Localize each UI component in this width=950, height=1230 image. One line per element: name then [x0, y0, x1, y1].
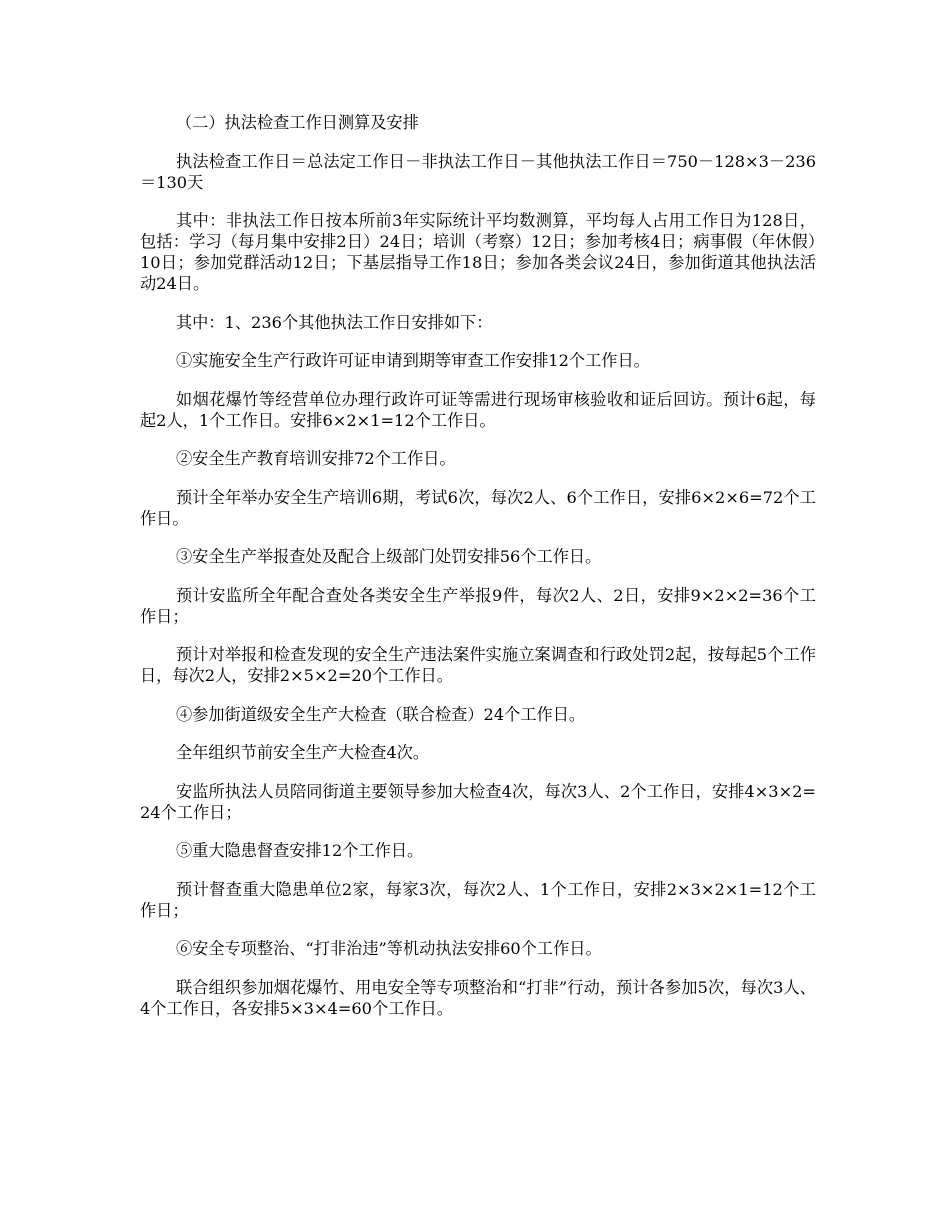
section-heading: （二）执法检查工作日测算及安排	[176, 113, 419, 132]
item-4-detail-b: 安监所执法人员陪同街道主要领导参加大检查4次，每次3人、2个工作日，安排4×3×2=24个工作日；	[140, 781, 816, 822]
item-3-detail-a: 预计安监所全年配合查处各类安全生产举报9件，每次2人、2日，安排9×2×2=36个工作日；	[140, 585, 816, 626]
item-4-heading: ④参加街道级安全生产大检查（联合检查）24个工作日。	[176, 704, 586, 724]
paragraph-formula: 执法检查工作日＝总法定工作日－非执法工作日－其他执法工作日＝750－128×3－236＝130天	[140, 151, 816, 192]
document-body	[140, 112, 816, 1036]
item-5-heading: ⑤重大隐患督查安排12个工作日。	[176, 841, 424, 860]
item-1-heading: ①实施安全生产行政许可证申请到期等审查工作安排12个工作日。	[176, 351, 650, 370]
item-6-heading: ⑥安全专项整治、“打非治违”等机动执法安排60个工作日。	[176, 939, 602, 958]
item-5-detail: 预计督查重大隐患单位2家，每家3次，每次2人、1个工作日，安排2×3×2×1=12个工作日；	[140, 879, 816, 920]
item-2-heading: ②安全生产教育培训安排72个工作日。	[176, 449, 456, 468]
item-3-detail-b: 预计对举报和检查发现的安全生产违法案件实施立案调查和行政处罚2起，按每起5个工作日，每次2人，安排2×5×2=20个工作日。	[140, 645, 816, 685]
paragraph-non-enforcement-days: 其中：非执法工作日按本所前3年实际统计平均数测算，平均每人占用工作日为128日，包括：学习（每月集中安排2日）24日；培训（考察）12日；参加考核4日；病事假（年休假）10日；参加党群活动12日；下基层指导工作18日；参加各类会议24日，参加街道其他执法活动24日。	[140, 211, 816, 293]
item-4-detail-a: 全年组织节前安全生产大检查4次。	[176, 743, 430, 762]
item-6-detail: 联合组织参加烟花爆竹、用电安全等专项整治和“打非”行动，预计各参加5次，每次3人、4个工作日，各安排5×3×4=60个工作日。	[140, 977, 816, 1018]
paragraph-other-days-intro: 其中：1、236个其他执法工作日安排如下：	[176, 312, 493, 332]
item-1-detail: 如烟花爆竹等经营单位办理行政许可证等需进行现场审核验收和证后回访。预计6起，每起2人，1个工作日。安排6×2×1=12个工作日。	[140, 389, 816, 430]
item-2-detail: 预计全年举办安全生产培训6期，考试6次，每次2人、6个工作日，安排6×2×6=72个工作日。	[140, 487, 816, 528]
item-3-heading: ③安全生产举报查处及配合上级部门处罚安排56个工作日。	[176, 547, 602, 566]
